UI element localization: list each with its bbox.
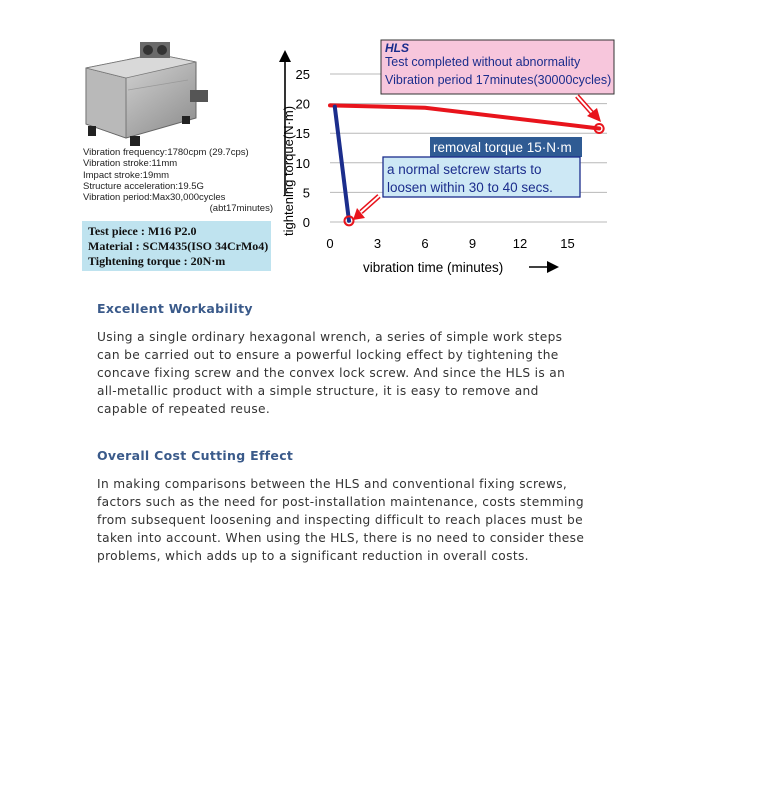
test-piece-line: Test piece : M16 P2.0 xyxy=(88,224,197,238)
torque-chart xyxy=(275,36,620,286)
material-line: Material : SCM435(ISO 34CrMo4) xyxy=(88,239,269,253)
paragraph-line: Using a single ordinary hexagonal wrench, a series of simple work steps xyxy=(97,330,563,344)
y-arrow-head xyxy=(279,50,291,62)
paragraph-line: problems, which adds up to a significant reduction in overall costs. xyxy=(97,549,529,563)
y-tick-label: 20 xyxy=(295,96,310,112)
hls-annotation-line1: Test completed without abnormality xyxy=(385,55,581,69)
series-line xyxy=(335,107,349,221)
section-title-workability: Excellent Workability xyxy=(97,301,253,316)
x-tick-label: 12 xyxy=(512,236,528,251)
paragraph-line: can be carried out to ensure a powerful locking effect by tightening the xyxy=(97,348,559,362)
hls-annotation-line2: Vibration period 17minutes(30000cycles) xyxy=(385,73,612,87)
spec-line: Impact stroke:19mm xyxy=(83,169,170,181)
paragraph-line: all-metallic product with a simple structure, it is easy to remove and xyxy=(97,384,539,398)
section-title-cost-cutting: Overall Cost Cutting Effect xyxy=(97,448,294,463)
paragraph-line: capable of repeated reuse. xyxy=(97,402,271,416)
setscrew-annotation-line1: a normal setcrew starts to xyxy=(387,162,542,177)
x-tick-label: 0 xyxy=(326,236,334,251)
setscrew-annotation-line2: loosen within 30 to 40 secs. xyxy=(387,180,553,195)
paragraph-line: In making comparisons between the HLS and conventional fixing screws, xyxy=(97,477,568,491)
y-tick-label: 10 xyxy=(295,155,310,171)
test-piece-box xyxy=(82,221,271,271)
paragraph-line: concave fixing screw and the convex lock screw. And since the HLS is an xyxy=(97,366,566,380)
machine-specs xyxy=(83,147,273,215)
x-tick-label: 6 xyxy=(421,236,429,251)
section-body-workability xyxy=(97,328,637,418)
paragraph-line: from subsequent loosening and inspecting difficult to reach places must be xyxy=(97,513,583,527)
setscrew-callout-arrow xyxy=(353,196,379,220)
hls-title: HLS xyxy=(385,41,409,55)
removal-torque-label: removal torque 15·N·m xyxy=(433,140,572,155)
spec-line: Structure acceleration:19.5G xyxy=(83,180,204,192)
spec-line: (abt17minutes) xyxy=(209,203,273,215)
spec-line: Vibration stroke:11mm xyxy=(83,158,178,170)
x-tick-label: 3 xyxy=(373,236,382,251)
x-arrow-head xyxy=(547,261,559,273)
spec-line: Vibration period:Max30,000cycles xyxy=(83,192,226,204)
y-tick-label: 5 xyxy=(302,185,310,201)
y-tick-label: 0 xyxy=(302,215,310,230)
y-axis-label: tightening torque(N·m) xyxy=(281,105,296,236)
paragraph-line: taken into account. When using the HLS, there is no need to consider these xyxy=(97,531,585,545)
tightening-torque-line: Tightening torque : 20N·m xyxy=(88,254,226,268)
x-axis-label: vibration time (minutes) xyxy=(363,260,504,275)
paragraph-line: factors such as the need for post-installation maintenance, costs stemming xyxy=(97,495,584,509)
series-line xyxy=(330,105,599,128)
vibration-machine-photo xyxy=(78,40,214,150)
section-body-cost-cutting xyxy=(97,475,637,565)
y-tick-label: 15 xyxy=(295,126,310,142)
y-tick-label: 25 xyxy=(295,67,310,82)
x-tick-label: 15 xyxy=(560,236,575,251)
spec-line: Vibration frequency:1780cpm (29.7cps) xyxy=(83,147,249,158)
hls-callout-arrow xyxy=(577,96,601,122)
x-tick-label: 9 xyxy=(468,236,477,251)
